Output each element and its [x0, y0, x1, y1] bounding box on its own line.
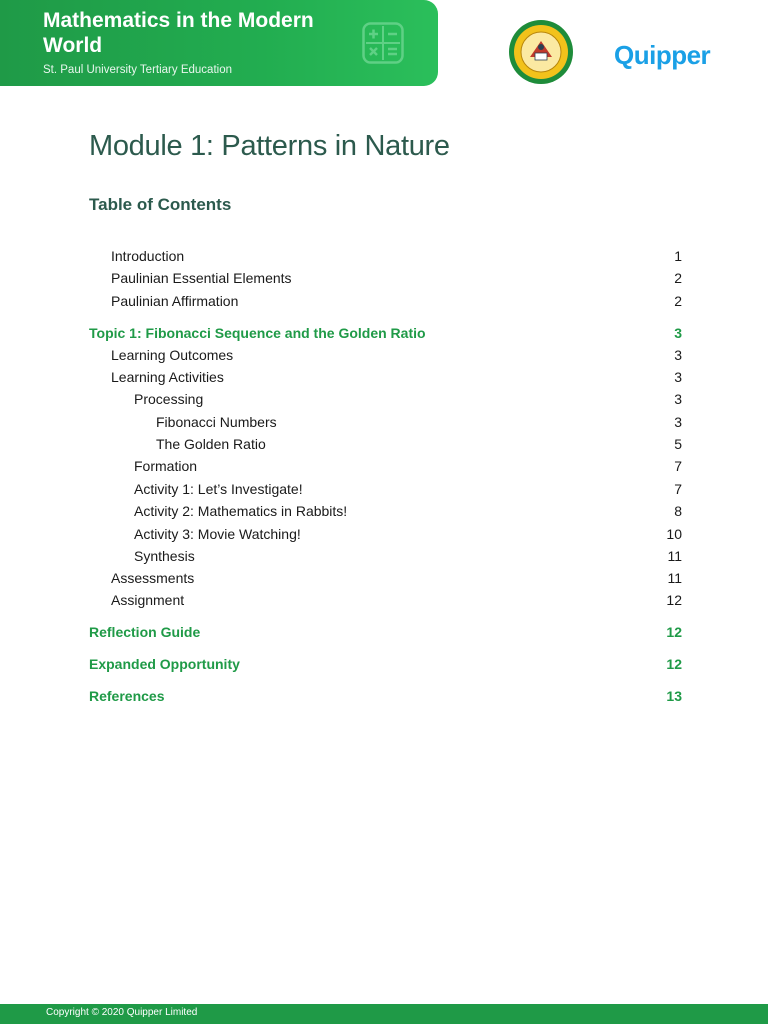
toc-entry[interactable] — [0, 548, 768, 568]
toc-heading: Table of Contents — [89, 195, 232, 214]
toc-entry-page: 11 — [667, 570, 682, 586]
toc-entry-label: Paulinian Essential Elements — [111, 270, 292, 286]
toc-entry-page: 12 — [666, 592, 682, 608]
toc-section-entry[interactable] — [0, 624, 768, 644]
toc-entry-page: 2 — [674, 270, 682, 286]
toc-entry-label: Formation — [134, 458, 198, 474]
toc-entry[interactable] — [0, 570, 768, 590]
toc-entry-label: Synthesis — [134, 548, 195, 564]
toc-entry[interactable] — [0, 414, 768, 434]
course-title: Mathematics in the Modern World — [43, 9, 314, 57]
toc-entry[interactable] — [0, 347, 768, 367]
toc-entry-page: 7 — [674, 481, 682, 497]
toc-entry-page: 3 — [674, 347, 682, 363]
toc-entry-label: The Golden Ratio — [156, 436, 266, 452]
toc-entry-page: 5 — [674, 436, 682, 452]
toc-entry-label: Fibonacci Numbers — [156, 414, 277, 430]
toc-entry[interactable] — [0, 481, 768, 501]
course-banner — [0, 0, 438, 86]
toc-entry-page: 7 — [674, 458, 682, 474]
toc-entry[interactable] — [0, 248, 768, 268]
toc-entry-label: Activity 1: Let’s Investigate! — [134, 481, 303, 497]
toc-entry-page: 11 — [667, 548, 682, 564]
toc-entry-label: Activity 2: Mathematics in Rabbits! — [134, 503, 348, 519]
toc-entry-label: Processing — [134, 391, 204, 407]
toc-entry[interactable] — [0, 526, 768, 546]
toc-entry-page: 3 — [674, 369, 682, 385]
toc-entry-page: 10 — [666, 526, 682, 542]
toc-entry-label: Learning Outcomes — [111, 347, 234, 363]
toc-entry-page: 1 — [674, 248, 682, 264]
toc-entry-page: 12 — [666, 624, 682, 640]
toc-entry-label: Assignment — [111, 592, 185, 608]
quipper-logo: Quipper — [614, 40, 711, 70]
toc-entry-page: 12 — [666, 656, 682, 672]
toc-entry[interactable] — [0, 369, 768, 389]
toc-entry-page: 8 — [674, 503, 682, 519]
toc-entry-label: Activity 3: Movie Watching! — [134, 526, 301, 542]
toc-section-entry[interactable] — [0, 688, 768, 708]
toc-entry-page: 3 — [674, 391, 682, 407]
toc-entry-label: Introduction — [111, 248, 185, 264]
toc-entry-label: Learning Activities — [111, 369, 224, 385]
toc-entry-label: Paulinian Affirmation — [111, 293, 239, 309]
toc-entry-page: 2 — [674, 293, 682, 309]
page-title: Module 1: Patterns in Nature — [89, 130, 450, 162]
toc-entry-page: 13 — [666, 688, 682, 704]
toc-entry-label: Topic 1: Fibonacci Sequence and the Golden Ratio — [89, 325, 426, 341]
toc-entry-label: Reflection Guide — [89, 624, 201, 640]
toc-entry[interactable] — [0, 391, 768, 411]
toc-entry-label: Assessments — [111, 570, 195, 586]
institution-name: St. Paul University Tertiary Education — [43, 64, 232, 76]
footer-bar — [0, 1004, 768, 1024]
university-seal — [508, 19, 574, 85]
toc-entry[interactable] — [0, 293, 768, 313]
toc-entry[interactable] — [0, 270, 768, 290]
toc-entry[interactable] — [0, 503, 768, 523]
toc-section-entry[interactable] — [0, 656, 768, 676]
toc-entry-label: References — [89, 688, 165, 704]
toc-section-entry[interactable] — [0, 325, 768, 345]
toc-entry-page: 3 — [674, 414, 682, 430]
copyright-text: Copyright © 2020 Quipper Limited — [46, 1007, 198, 1018]
toc-entry-label: Expanded Opportunity — [89, 656, 240, 672]
toc-entry-page: 3 — [674, 325, 682, 341]
toc-entry[interactable] — [0, 458, 768, 478]
toc-entry[interactable] — [0, 436, 768, 456]
calculator-icon — [362, 22, 404, 64]
toc-entry[interactable] — [0, 592, 768, 612]
